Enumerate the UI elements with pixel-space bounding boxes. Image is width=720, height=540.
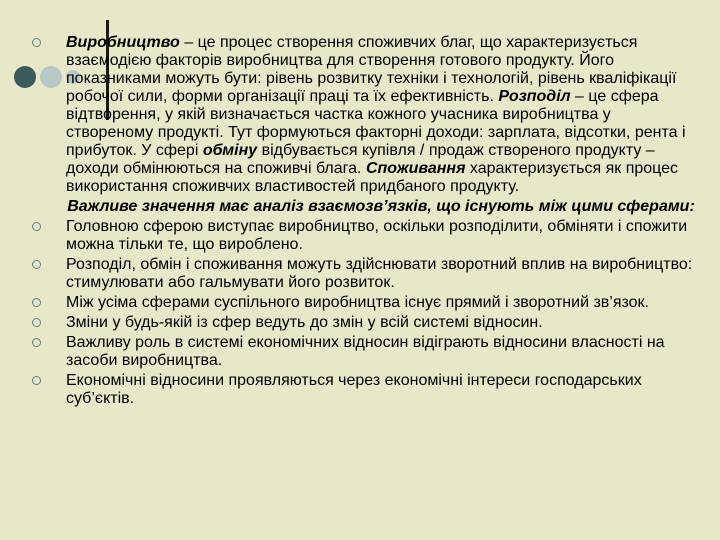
text: – це процес створення споживчих благ, що характеризується взаємодією факторів виробництва для створення готового продукту. Його показниками можуть бути: рівень розвитку техніки і технологій, рівень кваліфікації робочої сили, форми організації праці та їх ефективність. [66, 34, 677, 105]
circle-bullet-icon [32, 222, 41, 231]
term-exchange: обміну [202, 142, 258, 159]
list-item [30, 218, 696, 254]
circle-bullet-icon [32, 298, 41, 307]
list-item [30, 294, 696, 312]
list-item [30, 334, 696, 370]
circle-bullet-icon [32, 338, 41, 347]
text: відбувається купівля / продаж створеного продукту – доходи обмінюються на споживчі блага. [66, 142, 655, 177]
list-item-text: Між усіма сферами суспільного виробництва існує прямий і зворотний зв’язок. [66, 294, 649, 311]
list-item [30, 314, 696, 332]
section-heading: Важливе значення має аналіз взаємозв’язків, що існують між цими сферами: [67, 198, 695, 215]
list-item-text: Розподіл, обмін і споживання можуть здійснювати зворотний вплив на виробництво: стимулювати або гальмувати його розвиток. [66, 256, 693, 291]
list-item [30, 256, 696, 292]
term-production: Виробництво [66, 34, 180, 51]
paragraph-production [30, 34, 696, 196]
circle-bullet-icon [32, 318, 41, 327]
list-item [30, 372, 696, 408]
text: – це сфера відтворення, у якій визначається частка кожного учасника виробництва у створеному продукті. Тут формуються факторні доходи: зарплата, відсотки, рента і прибуток. У сфері [66, 88, 686, 159]
slide-content [30, 34, 696, 410]
term-distribution: Розподіл [498, 88, 571, 105]
term-consumption: Споживання [365, 160, 466, 177]
list-item-text: Головною сферою виступає виробництво, оскільки розподілити, обміняти і спожити можна тільки те, що вироблено. [66, 218, 688, 253]
circle-bullet-icon [32, 376, 41, 385]
text: характеризується як процес використання споживчих властивостей придбаного продукту. [66, 160, 679, 195]
circle-bullet-icon [32, 38, 41, 47]
list-item-text: Важливу роль в системі економічних відносин відіграють відносини власності на засоби виробництва. [66, 334, 665, 369]
list-item-text: Зміни у будь-якій із сфер ведуть до змін у всій системі відносин. [66, 314, 543, 331]
list-item-text: Економічні відносини проявляються через економічні інтереси господарських суб’єктів. [66, 372, 642, 407]
circle-bullet-icon [32, 260, 41, 269]
